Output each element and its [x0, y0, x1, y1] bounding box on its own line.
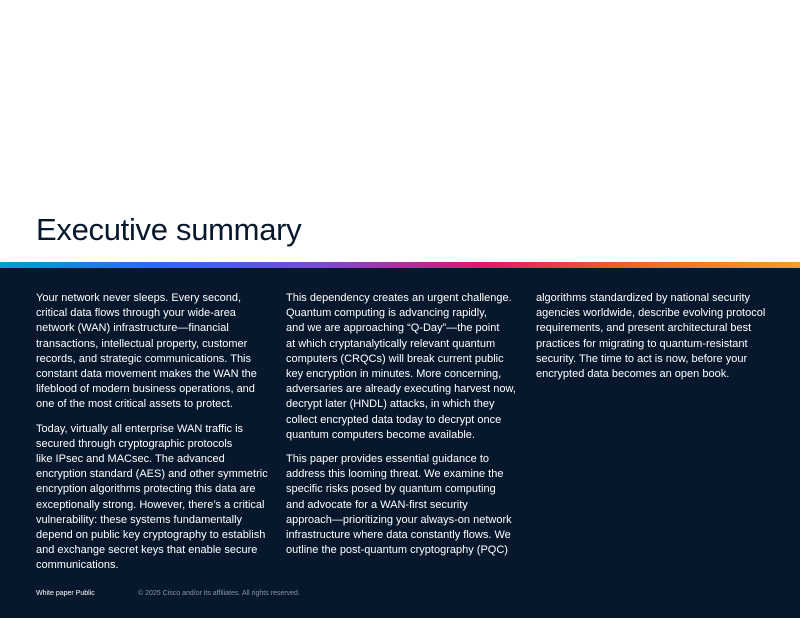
- text-line: encrypted data becomes an open book.: [536, 368, 730, 381]
- text-line: This dependency creates an urgent challenge.: [286, 292, 512, 304]
- text-line: transactions, intellectual property, customer: [36, 337, 248, 350]
- text-line: Quantum computing is advancing rapidly,: [286, 307, 487, 320]
- text-line: agencies worldwide, describe evolving protocol: [536, 307, 766, 320]
- text-line: computers (CRQCs) will break current public: [286, 352, 504, 365]
- text-line: and we are approaching “Q-Day”—the point: [286, 322, 500, 335]
- text-line: at which cryptanalytically relevant quantum: [286, 337, 496, 350]
- text-line: Your network never sleeps. Every second,: [36, 292, 242, 304]
- text-line: collect encrypted data today to decrypt once: [286, 413, 502, 426]
- text-line: secured through cryptographic protocols: [36, 437, 233, 450]
- paragraph: [36, 422, 271, 574]
- text-line: lifeblood of modern business operations, and: [36, 383, 255, 396]
- text-line: Today, virtually all enterprise WAN traffic is: [36, 422, 244, 435]
- text-line: adversaries are already executing harvest now,: [286, 383, 516, 396]
- text-line: quantum computers become available.: [286, 428, 475, 441]
- text-column-2: [286, 291, 518, 567]
- text-line: depend on public key cryptography to establish: [36, 529, 266, 542]
- text-line: records, and strategic communications. This: [36, 352, 251, 365]
- text-line: encryption algorithms protecting this data are: [36, 483, 256, 496]
- text-line: vulnerability: these systems fundamentally: [36, 513, 243, 526]
- text-line: key encryption in minutes. More concerning,: [286, 368, 502, 381]
- text-line: communications.: [36, 559, 119, 572]
- text-line: exceptionally strong. However, there’s a critical: [36, 498, 265, 511]
- text-line: encryption standard (AES) and other symmetric: [36, 468, 268, 481]
- text-line: and advocate for a WAN-first security: [286, 498, 468, 511]
- text-line: one of the most critical assets to protect.: [36, 398, 233, 411]
- text-line: critical data flows through your wide-area: [36, 307, 236, 320]
- text-line: algorithms standardized by national security: [536, 292, 751, 304]
- page-title: Executive summary: [36, 212, 302, 247]
- text-line: constant data movement makes the WAN the: [36, 368, 257, 381]
- text-line: security. The time to act is now, before your: [536, 352, 748, 365]
- text-line: outline the post-quantum cryptography (PQC): [286, 544, 508, 557]
- text-line: specific risks posed by quantum computing: [286, 483, 496, 496]
- text-line: address this looming threat. We examine the: [286, 468, 504, 481]
- text-line: This paper provides essential guidance to: [286, 453, 490, 466]
- text-line: practices for migrating to quantum-resistant: [536, 337, 748, 350]
- paragraph: [536, 291, 772, 382]
- text-line: approach—prioritizing your always-on network: [286, 513, 512, 526]
- paragraph: [286, 452, 518, 558]
- text-line: decrypt later (HNDL) attacks, in which they: [286, 398, 495, 411]
- text-line: requirements, and present architectural best: [536, 322, 752, 335]
- text-line: infrastructure where data constantly flows. We: [286, 529, 511, 542]
- text-column-3: [536, 291, 772, 391]
- paragraph: [286, 291, 518, 443]
- text-line: like IPsec and MACsec. The advanced: [36, 453, 225, 466]
- text-column-1: [36, 291, 271, 583]
- copyright-notice: © 2025 Cisco and/or its affiliates. All rights reserved.: [138, 590, 300, 597]
- paragraph: [36, 291, 271, 413]
- text-line: and exchange secret keys that enable secure: [36, 544, 258, 557]
- document-type-label: White paper Public: [36, 590, 95, 597]
- text-line: network (WAN) infrastructure—financial: [36, 322, 229, 335]
